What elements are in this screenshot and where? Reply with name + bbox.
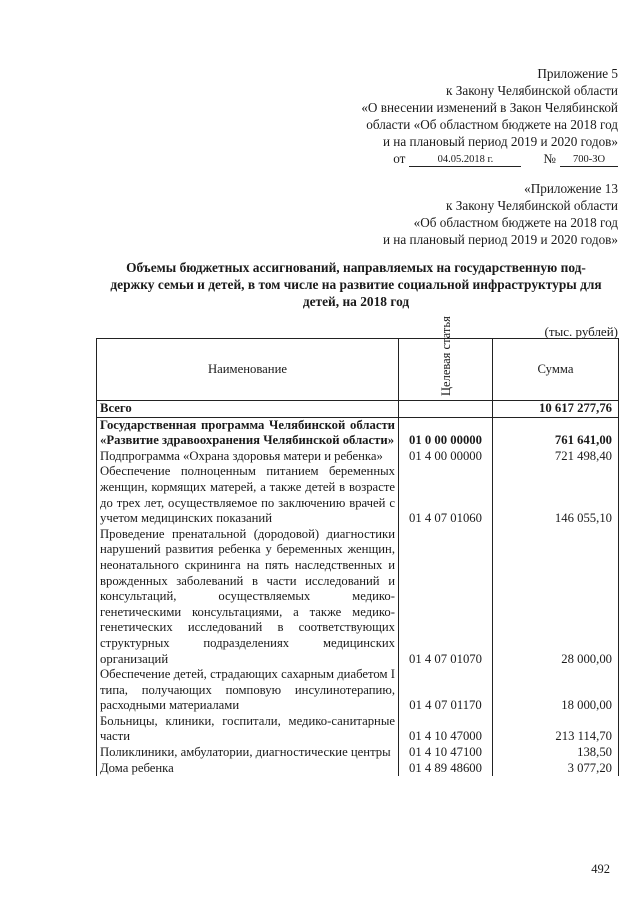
- table-row: [97, 714, 619, 745]
- row-code-cell: [399, 401, 493, 418]
- appendix-line: и на плановый период 2019 и 2020 годов»: [382, 232, 618, 247]
- row-name-cell: Больницы, клиники, госпитали, медико-санитарные части: [97, 714, 399, 745]
- header-name: [97, 339, 399, 401]
- table-row: [97, 667, 619, 714]
- row-code-cell: 01 4 00 00000: [399, 449, 493, 465]
- appendix-line: к Закону Челябинской области: [446, 83, 618, 98]
- document-title: Объемы бюджетных ассигнований, направляемых на государственную под-держку семьи и детей, в том числе на развитие социальной инфраструктуры для детей, на 2018 год: [110, 260, 602, 309]
- appendix-line: к Закону Челябинской области: [446, 198, 618, 213]
- appendix-line: Приложение 5: [537, 66, 618, 81]
- law-number: 700-ЗО: [560, 153, 618, 167]
- law-date-number-line: [288, 150, 618, 167]
- row-code-cell: 01 4 89 48600: [399, 761, 493, 777]
- header-code: [399, 315, 493, 401]
- table-row: [97, 745, 619, 761]
- page-number: 492: [591, 862, 610, 876]
- row-sum-cell: 761 641,00: [493, 417, 619, 449]
- row-sum-cell: 146 055,10: [493, 464, 619, 526]
- table-row: [97, 449, 619, 465]
- row-code-cell: 01 4 07 01070: [399, 527, 493, 667]
- row-sum-cell: 138,50: [493, 745, 619, 761]
- row-sum-cell: 10 617 277,76: [493, 401, 619, 418]
- date-prefix: от: [393, 151, 406, 166]
- row-code-cell: 01 4 10 47000: [399, 714, 493, 745]
- table-row: [97, 417, 619, 449]
- table-row: [97, 401, 619, 418]
- row-name-cell: Подпрограмма «Охрана здоровья матери и ребенка»: [97, 449, 399, 465]
- original-appendix-header: [288, 180, 618, 248]
- row-code-cell: 01 4 07 01170: [399, 667, 493, 714]
- header-name-label: Наименование: [207, 361, 288, 376]
- appendix-line: «О внесении изменений в Закон Челябинской: [361, 100, 618, 115]
- table-body: [97, 401, 619, 777]
- appendix-header: [288, 65, 618, 167]
- header-sum: [493, 339, 619, 401]
- appendix-line: «Об областном бюджете на 2018 год: [413, 215, 618, 230]
- table-row: [97, 761, 619, 777]
- row-name-cell: Дома ребенка: [97, 761, 399, 777]
- unit-label: (тыс. рублей): [544, 324, 618, 339]
- row-name-cell: Государственная программа Челябинской области «Развитие здравоохранения Челябинской области»: [97, 417, 399, 449]
- row-code-cell: 01 4 10 47100: [399, 745, 493, 761]
- row-name-cell: Обеспечение полноценным питанием беременных женщин, кормящих матерей, а также детей в возрасте до трех лет, осуществляемое по заключению врачей с учетом медицинских показаний: [97, 464, 399, 526]
- appendix-line: области «Об областном бюджете на 2018 год: [366, 117, 618, 132]
- table-row: [97, 527, 619, 667]
- header-sum-label: Сумма: [537, 361, 574, 376]
- appendix-line: и на плановый период 2019 и 2020 годов»: [382, 134, 618, 149]
- row-name-cell: Проведение пренатальной (дородовой) диагностики нарушений развития ребенка у беременных женщин, неонатального скрининга на пять наследственных и врожденных заболеваний в части исследований и консультаций, осуществляемых медико-генетическими консультациями, а также медико-генетических исследований в соответствующих структурных подразделениях медицинских организаций: [97, 527, 399, 667]
- row-sum-cell: 213 114,70: [493, 714, 619, 745]
- row-name-cell: Поликлиники, амбулатории, диагностические центры: [97, 745, 399, 761]
- row-name-cell: Обеспечение детей, страдающих сахарным диабетом I типа, получающих помповую инсулинотерапию, расходными материалами: [97, 667, 399, 714]
- number-prefix: №: [543, 151, 556, 166]
- row-sum-cell: 18 000,00: [493, 667, 619, 714]
- table-row: [97, 464, 619, 526]
- row-code-cell: 01 4 07 01060: [399, 464, 493, 526]
- row-sum-cell: 28 000,00: [493, 527, 619, 667]
- table-header-row: [97, 339, 619, 401]
- row-code-cell: 01 0 00 00000: [399, 417, 493, 449]
- appendix-line: «Приложение 13: [524, 181, 618, 196]
- row-sum-cell: 3 077,20: [493, 761, 619, 777]
- law-date: 04.05.2018 г.: [409, 153, 521, 167]
- header-code-label: Целевая статья: [438, 315, 453, 396]
- row-sum-cell: 721 498,40: [493, 449, 619, 465]
- row-name-cell: Всего: [97, 401, 399, 418]
